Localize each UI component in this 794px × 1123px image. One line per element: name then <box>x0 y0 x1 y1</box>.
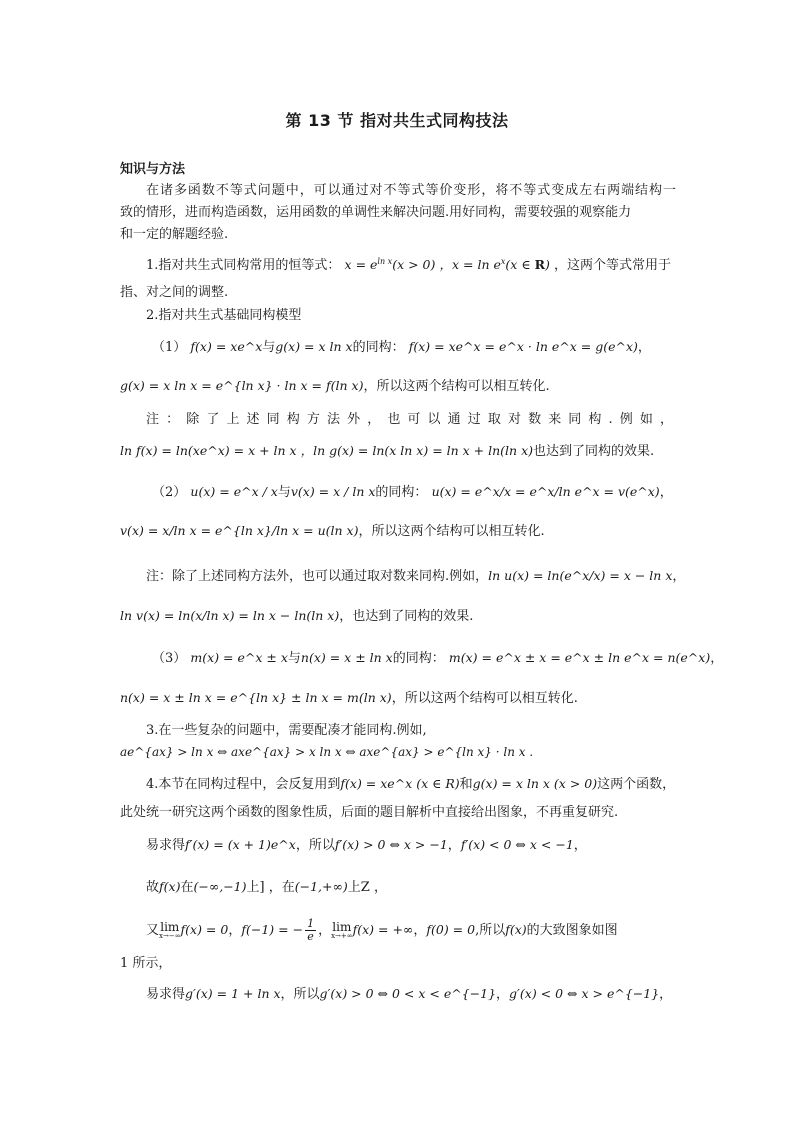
model-2-v: v(x) = x / ln x <box>290 484 376 499</box>
identity-ln-exp: ，$x = \ln e^x(x$ ∈ R) <box>439 257 550 273</box>
limits-f-line-2: 1 所示， <box>120 956 172 971</box>
note-1-equation: ln f(x) = ln(xe^x) = x + ln x ，ln g(x) = ln(x ln x) = ln x + ln(ln x) <box>120 443 534 458</box>
note-2-equation-1: ln u(x) = ln(e^x/x) = x − ln x <box>488 568 673 583</box>
paragraph-1: 1.指对共生式同构常用的恒等式： $x = e^{ln x}(x > 0)$ ，$x = \ln e^x(x$ ∈ R) ，这两个等式常用于 <box>146 257 671 274</box>
limit-pos-inf: lim x→+∞ <box>331 919 353 940</box>
model-3-line-2: n(x) = x ± ln x = e^{ln x} ± ln x = m(ln x)，所以这两个结构可以相互转化. <box>120 690 578 706</box>
paragraph-3-equation: ae^{ax} > ln x ⇔ axe^{ax} > x ln x ⇔ axe^{ax} > e^{ln x} · ln x . <box>120 745 534 759</box>
note-1-line-1: 注：除了上述同构方法外，也可以通过取对数来同构.例如， <box>146 412 676 427</box>
model-2-equation-2: v(x) = x/ln x = e^{ln x}/ln x = u(ln x) <box>120 523 359 538</box>
model-1-line-2: g(x) = x ln x = e^{ln x} · ln x = f(ln x)，所以这两个结构可以相互转化. <box>120 378 550 394</box>
model-3-equation-2: n(x) = x ± ln x = e^{ln x} ± ln x = m(ln x) <box>120 690 392 705</box>
model-1-f: f(x) = xe^x <box>190 339 263 354</box>
model-1-g: g(x) = x ln x <box>275 339 353 354</box>
fraction-1-over-e: $\frac{1}{e}$ <box>307 917 315 943</box>
paragraph-2: 2.指对共生式基础同构模型 <box>146 308 302 323</box>
limit-neg-inf: lim x→−∞ <box>159 919 181 940</box>
section-heading: 知识与方法 <box>120 162 186 177</box>
paragraph-4-line-2: 此处统一研究这两个函数的图象性质，后面的题目解析中直接给出图象，不再重复研究. <box>120 805 619 820</box>
derivative-g: 易求得g′(x) = 1 + ln x，所以g′(x) > 0 ⇔ 0 < x < e^{−1}，g′(x) < 0 ⇔ x > e^{−1}， <box>146 986 673 1002</box>
model-3-m: m(x) = e^x ± x <box>190 650 288 665</box>
model-3-n: n(x) = x ± ln x <box>300 650 393 665</box>
model-1: （1） f(x) = xe^x与g(x) = x ln x的同构： f(x) = xe^x = e^x · ln e^x = g(e^x)， <box>152 339 651 355</box>
model-3-equation: m(x) = e^x ± x = e^x ± ln e^x = n(e^x) <box>448 650 711 665</box>
model-2-u: u(x) = e^x / x <box>190 484 278 499</box>
note-2-line-2: ln v(x) = ln(x/ln x) = ln x − ln(ln x)，也达到了同构的效果. <box>120 608 474 624</box>
model-2-equation: u(x) = e^x/x = e^x/ln e^x = v(e^x) <box>431 484 660 499</box>
paragraph-4-f: f(x) = xe^x (x ∈ R) <box>340 776 460 791</box>
paragraph-3: 3.在一些复杂的问题中，需要配凑才能同构.例如, <box>146 723 427 738</box>
model-1-equation: f(x) = xe^x = e^x · ln e^x = g(e^x) <box>408 339 638 354</box>
intro-line-1: 在诸多函数不等式问题中，可以通过对不等式等价变形，将不等式变成左右两端结构一 <box>146 183 676 198</box>
intro-line-3: 和一定的解题经验. <box>120 227 229 242</box>
model-2-line-2: v(x) = x/ln x = e^{ln x}/ln x = u(ln x)，所以这两个结构可以相互转化. <box>120 523 545 539</box>
page-title: 第 13 节 指对共生式同构技法 <box>285 111 509 130</box>
note-1-line-2: ln f(x) = ln(xe^x) = x + ln x ，ln g(x) = ln(x ln x) = ln x + ln(ln x)也达到了同构的效果. <box>120 443 655 459</box>
model-3: （3） m(x) = e^x ± x与n(x) = x ± ln x的同构： m(x) = e^x ± x = e^x ± ln e^x = n(e^x)， <box>152 650 724 666</box>
identity-exp-ln: $x = e^{ln x}(x > 0)$ <box>344 257 436 273</box>
note-2-line-1: 注：除了上述同构方法外，也可以通过取对数来同构.例如，ln u(x) = ln(e^x/x) = x − ln x， <box>146 568 686 584</box>
note-2-equation-2: ln v(x) = ln(x/ln x) = ln x − ln(ln x) <box>120 608 340 623</box>
paragraph-1-line-2: 指、对之间的调整. <box>120 285 229 300</box>
intro-line-2: 致的情形，进而构造函数，运用函数的单调性来解决问题.用好同构，需要较强的观察能力 <box>120 205 632 220</box>
paragraph-4: 4.本节在同构过程中，会反复用到f(x) = xe^x (x ∈ R)和g(x) = x ln x (x > 0)这两个函数， <box>146 776 676 792</box>
derivative-f: 易求得f′(x) = (x + 1)e^x，所以f′(x) > 0 ⇔ x > −1，f′(x) < 0 ⇔ x < −1， <box>146 837 587 853</box>
model-1-equation-2: g(x) = x ln x = e^{ln x} · ln x = f(ln x) <box>120 378 364 393</box>
limits-f: 又 lim x→−∞ f(x) = 0，f(−1) = − $\frac{1}{e}$ ， lim x→+∞ f(x) = +∞，f(0) = 0,所以f(x)的大致图象如图 <box>146 917 618 943</box>
monotonicity-f: 故f(x)在(−∞,−1)上] ，在(−1,+∞)上Z ， <box>146 879 387 895</box>
model-2: （2） u(x) = e^x / x与v(x) = x / ln x的同构： u(x) = e^x/x = e^x/ln e^x = v(e^x)， <box>152 484 673 500</box>
paragraph-4-g: g(x) = x ln x (x > 0) <box>472 776 598 791</box>
